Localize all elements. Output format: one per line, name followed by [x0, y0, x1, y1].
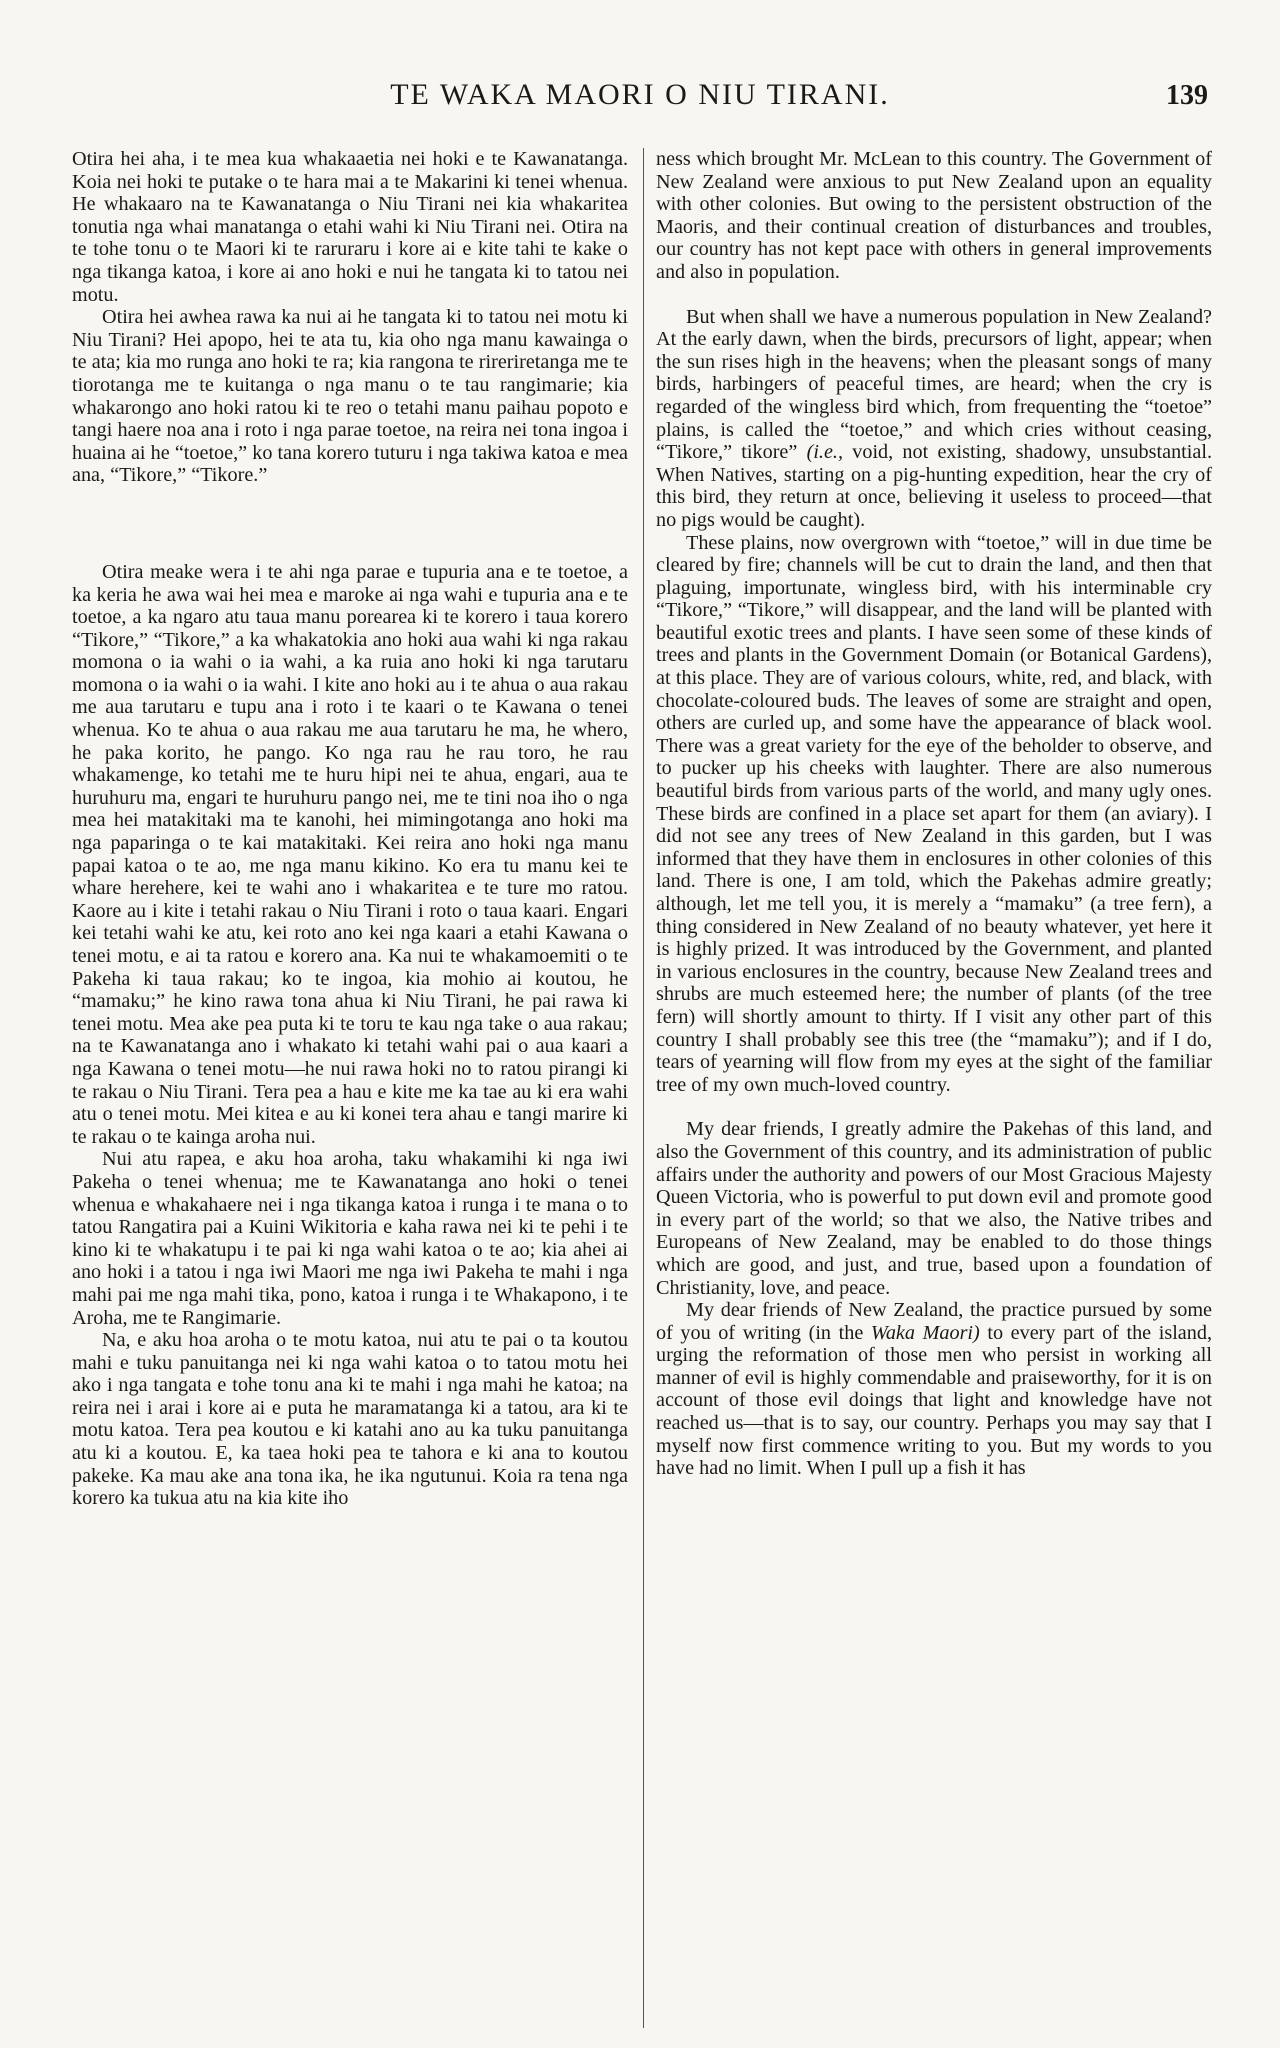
english-paragraph-2-text: But when shall we have a numerous population in New Zealand? At the early dawn, when the birds, precursors of light, appear; when the sun rises high in the heavens; when the pleasant songs of many birds, harbingers of peaceful times, are heard; when the cry is regarded of the wingless bird which, from frequenting the “toetoe” plains, is called the “toetoe,” and which cries without ceasing, “Tikore,” tikore” — [656, 305, 1212, 464]
page-header — [72, 78, 1208, 118]
english-paragraph-5 — [656, 1299, 1212, 1480]
english-paragraph-4: My dear friends, I greatly admire the Pakehas of this land, and also the Government of this country, and its administration of public affairs under the authority and powers of our Most Gracious Majesty Queen Victoria, who is powerful to put down evil and promote good in every part of the world; so that we also, the Native tribes and Europeans of New Zealand, may be enabled to do those things which are good, and just, and true, based upon a foundation of Christianity, love, and peace. — [656, 1118, 1212, 1299]
english-text-column — [656, 148, 1212, 1480]
english-paragraph-5-tail: to every part of the island, urging the reformation of those men who persist in working all manner of evil is highly commendable and praiseworthy, for it is on account of those evil doings that light and knowledge have not reached us—that is to say, our country. Perhaps you may say that I myself now first commence writing to you. But my words to you have had no limit. When I pull up a fish it has — [656, 1321, 1212, 1480]
page-number: 139 — [1166, 80, 1208, 111]
newspaper-title: TE WAKA MAORI O NIU TIRANI. — [390, 78, 890, 111]
english-paragraph-5-head: My dear friends of New Zealand, the practice pursued by some of you of writing (in the — [656, 1299, 1212, 1344]
maori-paragraph-1: Otira hei aha, i te mea kua whakaaetia nei hoki e te Kawanatanga. Koia nei hoki te putake o te hara mai a te Makarini ki tenei whenua. He whakaaro na te Kawanatanga o Niu Tirani nei kia whakaritea tonutia nga whai manatanga o etahi wahi ki Niu Tirani nei. Otira na te tohe tonu o te Maori ki te raruraru i kore ai e kite tahi te kake o nga tikanga katoa, i kore ai ano hoki e nui he tangata ki to tatou nei motu. — [72, 148, 628, 306]
maori-paragraph-4: Nui atu rapea, e aku hoa aroha, taku whakamihi ki nga iwi Pakeha o tenei whenua; me te Kawanatanga ano hoki o tenei whenua e whakahaere nei i nga tikanga katoa i runga i te mana o to tatou Rangatira pai a Kuini Wikitoria e kaha rawa nei ki te pehi i te kino ki te whakatupu i te pai ki nga wahi katoa o te ao; kia ahei ai ano hoki i a tatou i nga iwi Maori me nga iwi Pakeha te mahi i nga mahi pai me nga mahi tika, pono, katoa i runga i te Whakapono, i te Aroha, me te Rangimarie. — [72, 1148, 628, 1329]
paragraph-spacer — [656, 1096, 1212, 1118]
maori-paragraph-2: Otira hei awhea rawa ka nui ai he tangata ki to tatou nei motu ki Niu Tirani? Hei apopo, hei te ata tu, kia oho nga manu kawainga o te ata; kia mo runga ano hoki te ra; kia rangona te rireriretanga me te tiorotanga me te kuitanga o nga manu o te tau rangimarie; kia whakarongo ano hoki ratou ki te reo o tetahi manu paihau popoto e tangi haere noa ana i roto i nga parae toetoe, na reira nei tona ingoa i huaina ai he “toetoe,” ko tana korero tuturu i nga takiwa katoa e mea ana, “Tikore,” “Tikore.” — [72, 306, 628, 487]
column-divider — [643, 148, 644, 2028]
english-paragraph-1: ness which brought Mr. McLean to this country. The Government of New Zealand were anxious to put New Zealand upon an equality with other colonies. But owing to the persistent obstruction of the Maoris, and their continual creation of disturbances and troubles, our country has not kept pace with others in general improvements and also in population. — [656, 148, 1212, 283]
english-paragraph-2 — [656, 306, 1212, 532]
maori-text-column — [72, 148, 628, 1510]
waka-maori-title: Waka Maori) — [870, 1321, 980, 1344]
maori-paragraph-3: Otira meake wera i te ahi nga parae e tupuria ana e te toetoe, a ka keria he awa wai hei mea e maroke ai nga wahi e tupuria ana e te toetoe, a ka ngaro atu taua manu porearea ki te korero i taua korero “Tikore,” “Tikore,” a ka whakatokia ano hoki aua wahi ki nga rakau momona o ia wahi o ia wahi, a ka ruia ano hoki ki nga tarutaru momona o ia wahi o ia wahi. I kite ano hoki au i te ahua o aua rakau me aua tarutaru e tupu ana i roto i te kaari o te Kawana o tenei whenua. Ko te ahua o aua rakau me aua tarutaru he ma, he whero, he paka korito, he pango. Ko nga rau he rau toro, he rau whakamenge, ko tetahi me te huru hipi nei te ahua, engari, aua te huruhuru ma, engari te huruhuru pango nei, me te tini noa iho o nga mea hei matakitaki ma te kanohi, hei mimingotanga ano hoki ma nga paparinga o te kai matakitaki. Kei reira ano hoki nga manu papai katoa o te ao, me nga manu kikino. Ko era tu manu kei te whare herehere, kei te wahi ano i whakaritea e te ture mo ratou. Kaore au i kite i tetahi rakau o Niu Tirani i roto o taua kaari. Engari kei tetahi wahi ke atu, kei roto ano kei nga kaari a etahi Kawana o tenei motu, e ai ta ratou e korero ana. Ka nui te whakamoemiti o te Pakeha ki taua rakau; ko te ingoa, kia mohio ai koutou, he “mamaku;” he kino rawa tona ahua ki Niu Tirani, he pai rawa ki tenei motu. Mea ake pea puta ki te toru te kau nga take o aua rakau; na te Kawanatanga ano i whakato ki tetahi wahi pai o aua kaari a nga Kawana o tenei motu—he nui rawa hoki no to ratou pirangi ki te rakau o Niu Tirani. Tera pea a hau e kite me ka tae au ki era wahi atu o tenei motu. Mei kitea e au ki konei tera ahau e tangi marire ki te rakau o te kainga aroha nui. — [72, 560, 628, 1148]
english-paragraph-3: These plains, now overgrown with “toetoe,” will in due time be cleared by fire; channels will be cut to drain the land, and then that plaguing, importunate, wingless bird, with his interminable cry “Tikore,” “Tikore,” will disappear, and the land will be planted with beautiful exotic trees and plants. I have seen some of these kinds of trees and plants in the Government Domain (or Botanical Gardens), at this place. They are of various colours, white, red, and black, with chocolate-coloured buds. The leaves of some are straight and open, others are curled up, and some have the appearance of black wool. There was a great variety for the eye of the beholder to observe, and to pucker up his cheeks with laughter. There are also numerous beautiful birds from various parts of the world, and many ugly ones. These birds are confined in a place set apart for them (an aviary). I did not see any trees of New Zealand in this garden, but I was informed that they have them in enclosures in other colonies of this land. There is one, I am told, which the Pakehas admire greatly; although, let me tell you, it is merely a “mamaku” (a tree fern), a thing considered in New Zealand of no beauty whatever, yet here it is highly prized. It was introduced by the Government, and planted in various enclosures in the country, because New Zealand trees and shrubs are much esteemed here; the number of plants (of the tree fern) will shortly amount to thirty. If I visit any other part of this country I shall probably see this tree (the “mamaku”); and if I do, tears of yearning will flow from my eyes at the sight of the familiar tree of my own much-loved country. — [656, 531, 1212, 1096]
maori-paragraph-5: Na, e aku hoa aroha o te motu katoa, nui atu te pai o ta koutou mahi e tuku panuitanga nei ki nga wahi katoa o to tatou motu hei ako i nga tangata e tohe tonu ana ki te mahi i nga mahi he katoa; na reira nei i arai i kore ai e puta he maramatanga ki a tatou, ara ki te motu katoa. Tera pea koutou e ki katahi ano au ka tuku panuitanga atu ki a koutou. E, ka taea hoki pea te tahora e ki ana to koutou pakeke. Ka mau ake ana tona ika, he ika ngutunui. Koia ra tena nga korero ka tukua atu na kia kite iho — [72, 1329, 628, 1510]
paragraph-spacer — [72, 487, 628, 561]
english-paragraph-2-tail: void, not existing, shadowy, unsubstantial. When Natives, starting on a pig-hunting expedition, hear the cry of this bird, they return at once, believing it useless to proceed—that no pigs would be caught). — [656, 441, 1212, 531]
paragraph-spacer — [656, 284, 1212, 306]
ie-abbreviation: (i.e., — [806, 441, 844, 464]
